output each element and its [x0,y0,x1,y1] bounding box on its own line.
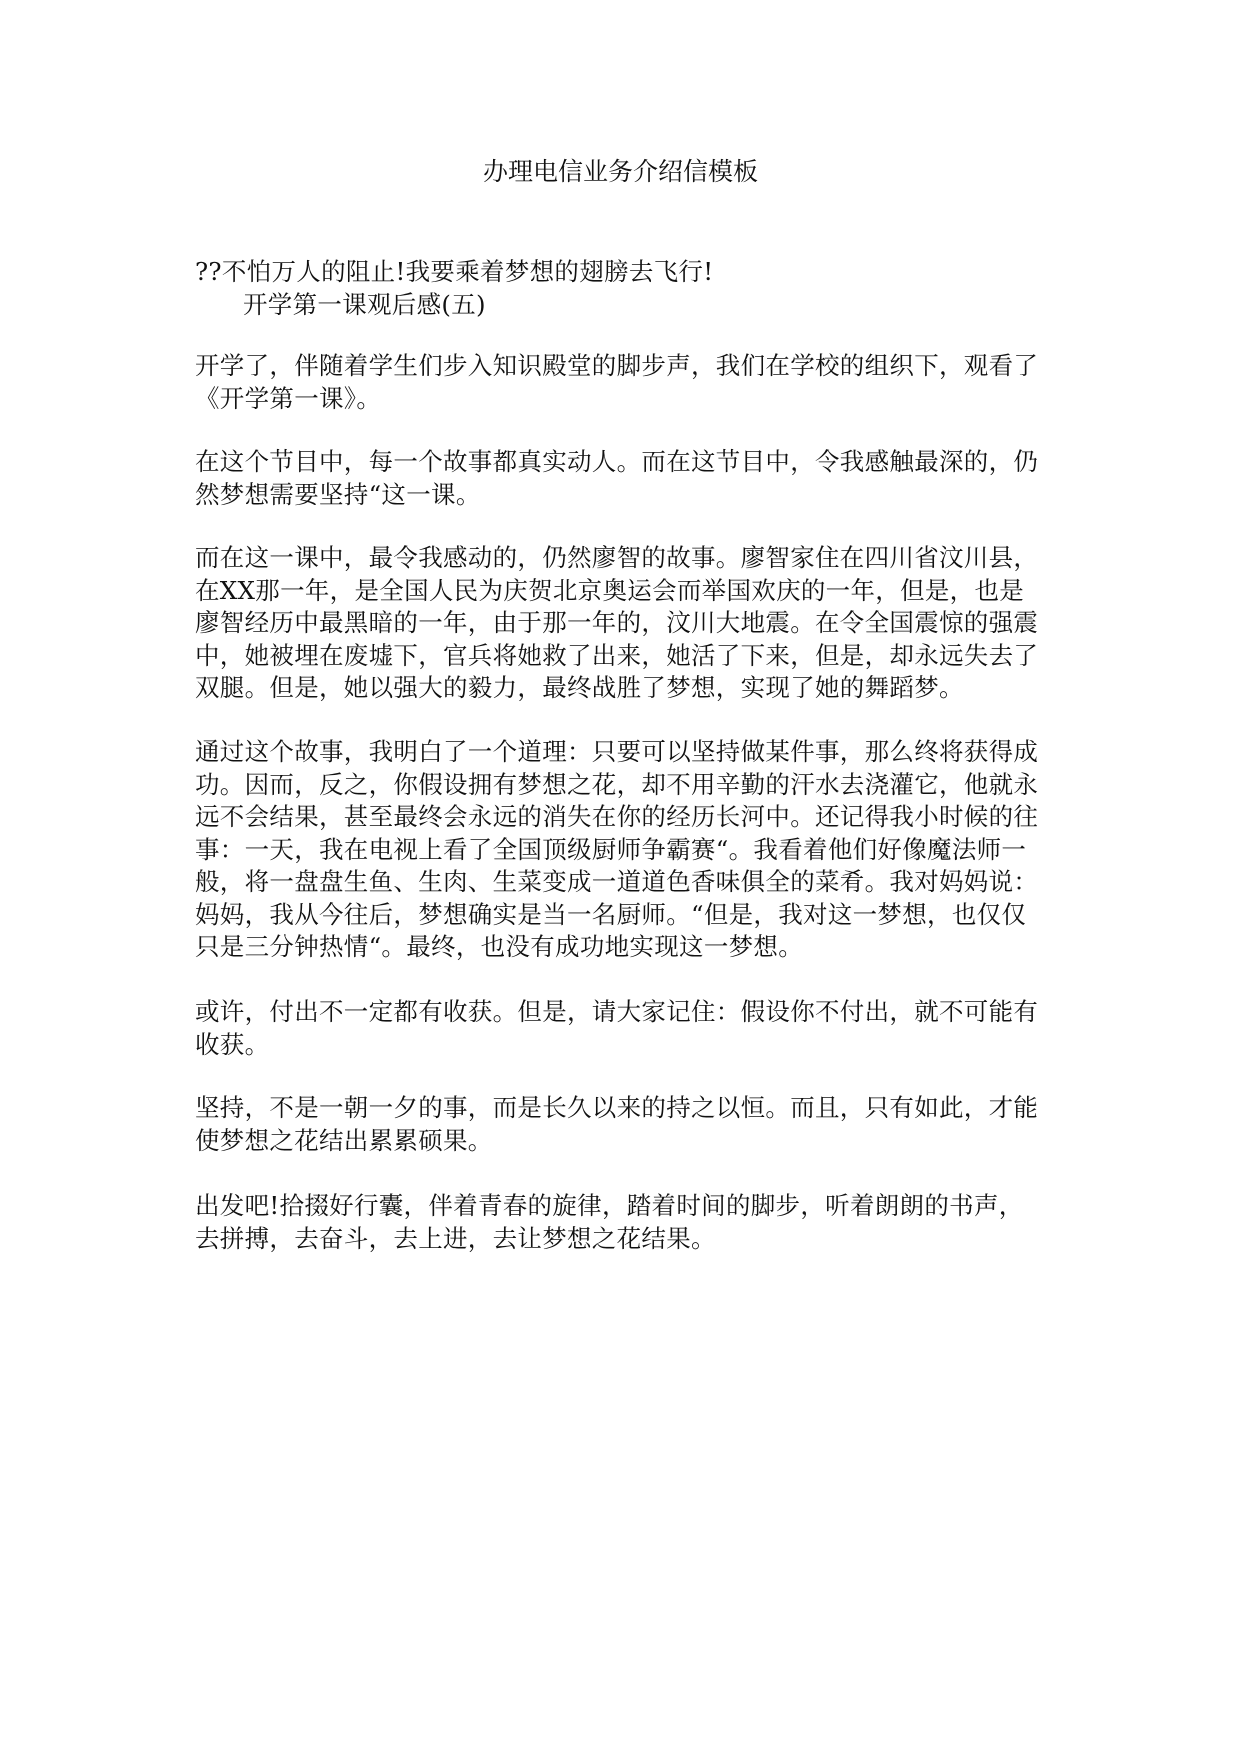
paragraph-line: 事：一天，我在电视上看了全国顶级厨师争霸赛“。我看着他们好像魔法师一 [195,834,1027,864]
paragraph-line: 中，她被埋在废墟下，官兵将她救了出来，她活了下来，但是，却永远失去了 [195,640,1039,670]
paragraph-line: 而在这一课中，最令我感动的，仍然廖智的故事。廖智家住在四川省汶川县， [195,543,1039,572]
paragraph-line: 通过这个故事，我明白了一个道理：只要可以坚持做某件事，那么终将获得成 [195,737,1039,766]
intro-subtitle: 开学第一课观后感(五) [243,289,486,319]
paragraph-line: 或许，付出不一定都有收获。但是，请大家记住：假设你不付出，就不可能有 [195,997,1039,1026]
intro-block [195,256,1055,321]
paragraph-line: 开学了，伴随着学生们步入知识殿堂的脚步声，我们在学校的组织下，观看了 [195,351,1039,380]
paragraph-line: 坚持，不是一朝一夕的事，而是长久以来的持之以恒。而且，只有如此，才能 [195,1093,1039,1122]
paragraph-1 [195,350,1055,415]
paragraph-line: 般，将一盘盘生鱼、生肉、生菜变成一道道色香味俱全的菜肴。我对妈妈说： [195,867,1039,896]
intro-line: ??不怕万人的阻止!我要乘着梦想的翅膀去飞行! [195,257,714,286]
paragraph-3 [195,542,1055,705]
paragraph-line: 在这个节目中，每一个故事都真实动人。而在这节目中，令我感触最深的，仍 [195,447,1039,476]
paragraph-5 [195,996,1055,1061]
paragraph-line: 妈妈，我从今往后，梦想确实是当一名厨师。“但是，我对这一梦想，也仅仅 [195,899,1027,929]
paragraph-line: 只是三分钟热情“。最终，也没有成功地实现这一梦想。 [195,932,804,961]
paragraph-line: 双腿。但是，她以强大的毅力，最终战胜了梦想，实现了她的舞蹈梦。 [195,673,964,702]
paragraph-line: 在XX那一年，是全国人民为庆贺北京奥运会而举国欢庆的一年，但是，也是 [195,575,1025,605]
paragraph-line: 《开学第一课》。 [195,383,382,413]
paragraph-7 [195,1190,1055,1255]
paragraph-line: 功。因而，反之，你假设拥有梦想之花，却不用辛勤的汗水去浇灌它，他就永 [195,769,1039,799]
paragraph-line: 使梦想之花结出累累硕果。 [195,1125,493,1155]
paragraph-2 [195,446,1055,511]
paragraph-line: 远不会结果，甚至最终会永远的消失在你的经历长河中。还记得我小时候的往 [195,802,1039,831]
paragraph-line: 廖智经历中最黑暗的一年，由于那一年的，汶川大地震。在令全国震惊的强震 [195,608,1039,637]
document-title: 办理电信业务介绍信模板 [482,157,758,186]
paragraph-4 [195,736,1055,964]
paragraph-line: 收获。 [195,1029,270,1059]
paragraph-line: 然梦想需要坚持“这一课。 [195,479,481,509]
paragraph-line: 去拼搏，去奋斗，去上进，去让梦想之花结果。 [195,1223,716,1253]
paragraph-6 [195,1092,1055,1157]
paragraph-line: 出发吧!拾掇好行囊，伴着青春的旋律，踏着时间的脚步，听着朗朗的书声， [195,1191,1024,1220]
